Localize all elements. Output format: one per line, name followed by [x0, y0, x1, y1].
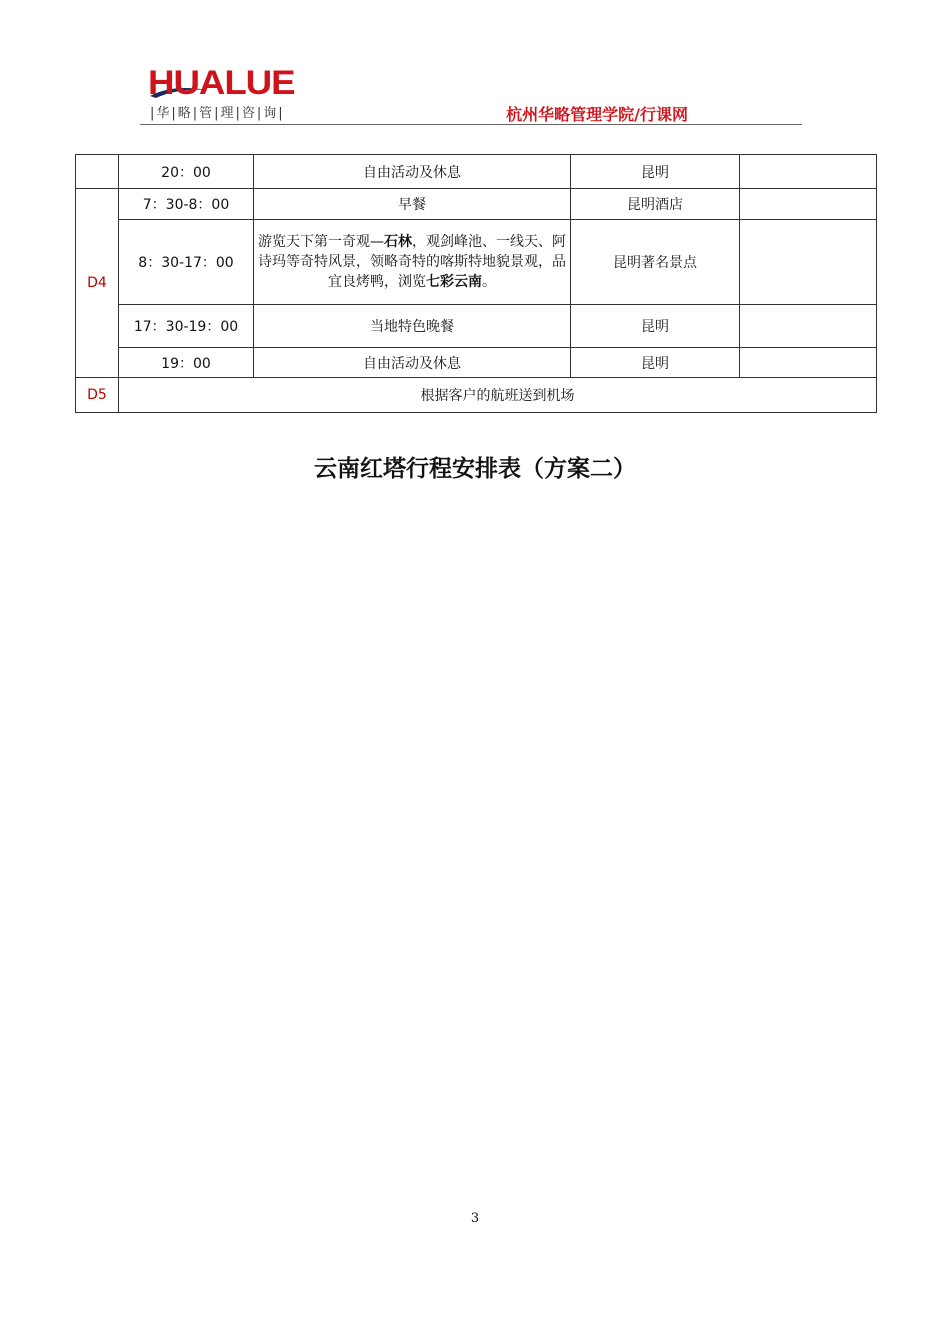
table-row: [76, 305, 877, 348]
place-cell: 昆明: [571, 155, 740, 189]
day-cell: [76, 155, 119, 189]
time-cell: 20：00: [119, 155, 254, 189]
highlight-qicai-yunnan: 七彩云南: [426, 274, 482, 290]
day-cell: D5: [76, 378, 119, 413]
place-cell: 昆明酒店: [571, 189, 740, 220]
activity-text: 。: [482, 274, 496, 290]
activity-text: ，观剑峰池、一线天、阿诗玛等奇特风景，领略奇特的喀斯特地貌景观，品宜良烤鸭，浏览: [258, 234, 566, 290]
logo-wordmark: HUALUE: [148, 64, 295, 102]
activity-description-cell: [254, 220, 571, 305]
company-logo: [148, 66, 338, 122]
activity-cell: 当地特色晚餐: [254, 305, 571, 348]
activity-cell: 早餐: [254, 189, 571, 220]
itinerary-table: [75, 154, 877, 413]
time-cell: 17：30-19：00: [119, 305, 254, 348]
note-cell: [740, 348, 877, 378]
activity-text: 游览天下第一奇观—: [258, 234, 384, 250]
place-cell: 昆明著名景点: [571, 220, 740, 305]
time-cell: 8：30-17：00: [119, 220, 254, 305]
header-divider: [140, 124, 802, 125]
plan-title: 云南红塔行程安排表（方案二）: [314, 456, 636, 482]
logo-subtitle: |华|略|管|理|咨|询|: [150, 106, 285, 121]
day-cell: D4: [76, 189, 119, 378]
table-row: [76, 378, 877, 413]
note-cell: [740, 305, 877, 348]
time-cell: 7：30-8：00: [119, 189, 254, 220]
place-cell: 昆明: [571, 348, 740, 378]
activity-cell: 自由活动及休息: [254, 348, 571, 378]
table-row: [76, 189, 877, 220]
note-cell: [740, 220, 877, 305]
table-row: [76, 348, 877, 378]
note-cell: [740, 155, 877, 189]
table-row: [76, 220, 877, 305]
note-cell: [740, 189, 877, 220]
time-cell: 19：00: [119, 348, 254, 378]
table-row: [76, 155, 877, 189]
activity-cell: 自由活动及休息: [254, 155, 571, 189]
header-site-name: 杭州华略管理学院/行课网: [506, 105, 688, 124]
activity-cell: 根据客户的航班送到机场: [119, 378, 877, 413]
highlight-shilin: 石林: [384, 234, 412, 250]
page-number: 3: [470, 1211, 480, 1226]
place-cell: 昆明: [571, 305, 740, 348]
